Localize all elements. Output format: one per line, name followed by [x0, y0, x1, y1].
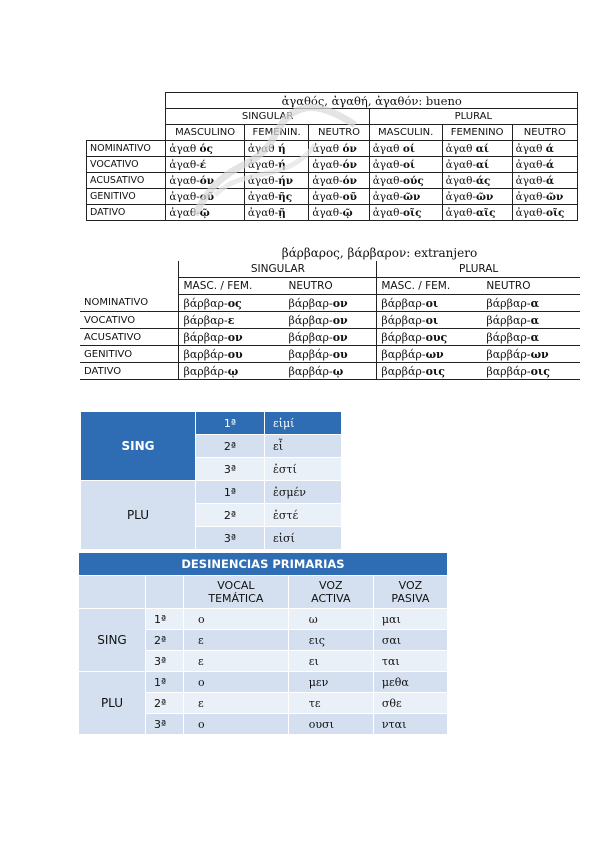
form-cell: ἀγαθ αί — [442, 141, 512, 157]
table-row — [80, 346, 580, 363]
form-cell: ἀγαθ ά — [512, 141, 577, 157]
form-cell: βάρβαρ-ον — [284, 329, 376, 346]
person-number: 2ª — [146, 693, 184, 714]
table-row — [79, 672, 448, 693]
pasiva-cell: σθε — [373, 693, 447, 714]
case-label: GENITIVO — [87, 189, 166, 205]
form-cell: ἀγαθ οί — [369, 141, 442, 157]
singular-group-header: SINGULAR — [179, 261, 377, 278]
form-cell: βάρβαρ-οι — [377, 295, 483, 312]
form-cell: βάρβαρ-α — [482, 329, 580, 346]
person-number: 3ª — [196, 458, 265, 481]
activa-cell: μεν — [288, 672, 373, 693]
column-header: NEUTRO — [309, 125, 369, 141]
form-cell: ἀγαθ-όν — [166, 173, 244, 189]
column-header: MASCULINO — [166, 125, 244, 141]
column-header-vocal: VOCAL TEMÁTICA — [184, 576, 289, 609]
person-number: 2ª — [196, 504, 265, 527]
table-row — [80, 295, 580, 312]
form-cell: ἀγαθ-οί — [369, 157, 442, 173]
form-cell: ἀγαθ-ῇ — [244, 205, 308, 221]
form-cell: βάρβαρ-α — [482, 295, 580, 312]
vocal-cell: ο — [184, 609, 289, 630]
form-cell: βαρβάρ-οις — [482, 363, 580, 380]
activa-cell: ει — [288, 651, 373, 672]
form-cell: ἀγαθ-αῖς — [442, 205, 512, 221]
activa-cell: τε — [288, 693, 373, 714]
case-label: GENITIVO — [80, 346, 179, 363]
watermark-graphic — [185, 95, 375, 225]
vocal-cell: ε — [184, 651, 289, 672]
barbaros-declension-table — [80, 245, 580, 380]
column-header: NEUTRO — [482, 278, 580, 295]
column-header: MASCULIN. — [369, 125, 442, 141]
form-cell: ἀγαθ-ῷ — [166, 205, 244, 221]
case-label: ACUSATIVO — [87, 173, 166, 189]
desinencias-title: DESINENCIAS PRIMARIAS — [79, 553, 448, 576]
form-cell: ἀγαθ-όν — [309, 173, 369, 189]
form-cell: ἀγαθ-άς — [442, 173, 512, 189]
person-number: 3ª — [196, 527, 265, 550]
table-row — [81, 412, 342, 435]
case-label: NOMINATIVO — [87, 141, 166, 157]
form-cell: βάρβαρ-ον — [284, 312, 376, 329]
table-row — [79, 609, 448, 630]
case-label: DATIVO — [87, 205, 166, 221]
activa-cell: ω — [288, 609, 373, 630]
form-cell: ἀγαθ-οῖς — [369, 205, 442, 221]
pasiva-cell: ται — [373, 651, 447, 672]
form-cell: ἀγαθ-αί — [442, 157, 512, 173]
form-cell: ἀγαθ όν — [309, 141, 369, 157]
form-cell: ἀγαθ-ῆς — [244, 189, 308, 205]
pasiva-cell: μεθα — [373, 672, 447, 693]
eimi-conjugation-table — [80, 411, 342, 550]
plural-group-header: PLURAL — [369, 109, 577, 125]
pasiva-cell: μαι — [373, 609, 447, 630]
column-header: MASC. / FEM. — [179, 278, 285, 295]
form-cell: ἀγαθ-ῶν — [369, 189, 442, 205]
plural-group-header: PLURAL — [377, 261, 580, 278]
form-cell: βαρβάρ-ου — [179, 346, 285, 363]
case-label: DATIVO — [80, 363, 179, 380]
case-label: ACUSATIVO — [80, 329, 179, 346]
column-header-activa: VOZ ACTIVA — [288, 576, 373, 609]
pasiva-cell: νται — [373, 714, 447, 735]
blank-header — [79, 576, 146, 609]
form-cell: ἀγαθ-ῶν — [512, 189, 577, 205]
table-row — [80, 312, 580, 329]
activa-cell: εις — [288, 630, 373, 651]
form-cell: ἀγαθ-οῖς — [512, 205, 577, 221]
form-cell: ἀγαθ-ῶν — [442, 189, 512, 205]
pasiva-cell: σαι — [373, 630, 447, 651]
table-row — [80, 363, 580, 380]
table-row — [81, 481, 342, 504]
form-cell: βαρβάρ-οις — [377, 363, 483, 380]
plu-label: PLU — [81, 481, 196, 550]
form-cell: βάρβαρ-ε — [179, 312, 285, 329]
form-cell: βάρβαρ-οι — [377, 312, 483, 329]
activa-cell: ουσι — [288, 714, 373, 735]
verb-form: εἶ — [265, 435, 342, 458]
person-number: 2ª — [146, 630, 184, 651]
person-number: 1ª — [146, 672, 184, 693]
form-cell: βαρβάρ-ου — [284, 346, 376, 363]
form-cell: ἀγαθ-οῦ — [309, 189, 369, 205]
form-cell: ἀγαθ-ά — [512, 157, 577, 173]
form-cell: ἀγαθ-ά — [512, 173, 577, 189]
column-header: NEUTRO — [512, 125, 577, 141]
verb-form: ἐσμέν — [265, 481, 342, 504]
vocal-cell: ο — [184, 672, 289, 693]
form-cell: βαρβάρ-ῳ — [284, 363, 376, 380]
form-cell: βάρβαρ-ον — [284, 295, 376, 312]
blank-header — [146, 576, 184, 609]
case-label: VOCATIVO — [87, 157, 166, 173]
person-number: 2ª — [196, 435, 265, 458]
column-header: FEMENIN. — [244, 125, 308, 141]
vocal-cell: ο — [184, 714, 289, 735]
form-cell: ἀγαθ-έ — [166, 157, 244, 173]
column-header-pasiva: VOZ PASIVA — [373, 576, 447, 609]
form-cell: ἀγαθ-όν — [309, 157, 369, 173]
person-number: 1ª — [196, 412, 265, 435]
verb-form: εἰμί — [265, 412, 342, 435]
form-cell: ἀγαθ ή — [244, 141, 308, 157]
sing-label: SING — [81, 412, 196, 481]
column-header: MASC. / FEM. — [377, 278, 483, 295]
person-number: 3ª — [146, 651, 184, 672]
table-row — [80, 329, 580, 346]
case-label: NOMINATIVO — [80, 295, 179, 312]
verb-form: ἐστέ — [265, 504, 342, 527]
plu-label: PLU — [79, 672, 146, 735]
singular-group-header: SINGULAR — [166, 109, 369, 125]
desinencias-table — [78, 552, 448, 735]
form-cell: βαρβάρ-ων — [482, 346, 580, 363]
form-cell: ἀγαθ-οῦ — [166, 189, 244, 205]
person-number: 1ª — [196, 481, 265, 504]
verb-form: ἐστί — [265, 458, 342, 481]
person-number: 3ª — [146, 714, 184, 735]
form-cell: ἀγαθ ός — [166, 141, 244, 157]
form-cell: βάρβαρ-α — [482, 312, 580, 329]
form-cell: βάρβαρ-ους — [377, 329, 483, 346]
column-header: FEMENINO — [442, 125, 512, 141]
form-cell: ἀγαθ-ούς — [369, 173, 442, 189]
vocal-cell: ε — [184, 693, 289, 714]
form-cell: ἀγαθ-ή — [244, 157, 308, 173]
sing-label: SING — [79, 609, 146, 672]
column-header: NEUTRO — [284, 278, 376, 295]
agathos-title: ἀγαθός, ἀγαθή, ἀγαθόν: bueno — [166, 93, 578, 109]
form-cell: βαρβάρ-ῳ — [179, 363, 285, 380]
form-cell: ἀγαθ-ῷ — [309, 205, 369, 221]
verb-form: εἰσί — [265, 527, 342, 550]
form-cell: βάρβαρ-ος — [179, 295, 285, 312]
person-number: 1ª — [146, 609, 184, 630]
case-label: VOCATIVO — [80, 312, 179, 329]
vocal-cell: ε — [184, 630, 289, 651]
barbaros-title: βάρβαρος, βάρβαρον: extranjero — [281, 246, 478, 260]
form-cell: βάρβαρ-ον — [179, 329, 285, 346]
form-cell: ἀγαθ-ήν — [244, 173, 308, 189]
form-cell: βαρβάρ-ων — [377, 346, 483, 363]
